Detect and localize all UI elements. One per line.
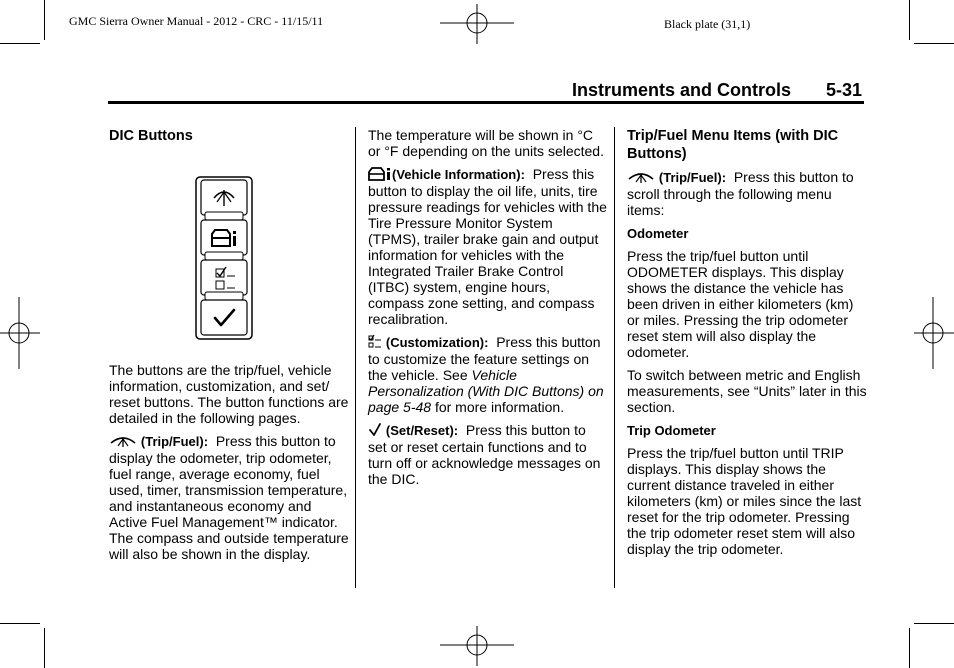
vehicle-info-text: Press this button to display the oil life, units, tire pressure readings for vehicles with the Tire Pressure Monitor System (TPMS), trailer brake gain and output information for vehicles with the Integrated Trailer Brake Control (ITBC) system, engine hours, compass zone setting, and compass recalibration.	[368, 166, 607, 327]
dic-buttons-heading: DIC Buttons	[109, 128, 193, 144]
set-reset-term: (Set/Reset):	[385, 423, 459, 438]
crop-mark	[44, 0, 45, 40]
units-text: To switch between metric and English measurements, see “Units” later in this section.	[627, 367, 867, 415]
crop-mark	[914, 623, 954, 624]
trip-fuel-menu-term: (Trip/Fuel):	[658, 170, 727, 185]
print-header-right: Black plate (31,1)	[664, 17, 751, 31]
vehicle-info-description	[368, 166, 608, 327]
odometer-heading: Odometer	[627, 226, 689, 241]
trip-fuel-button	[201, 180, 247, 220]
registration-mark-right	[914, 297, 954, 369]
odometer-text: Press the trip/fuel button until ODOMETER displays. This display shows the distance the vehicle has been driven in either kilometers (km) or miles. Pressing the trip odometer reset stem will also display the odometer.	[627, 248, 854, 360]
trip-fuel-menu-heading: Trip/Fuel Menu Items (with DIC Buttons)	[627, 128, 839, 162]
trip-odometer-text: Press the trip/fuel button until TRIP displays. This display shows the current distance traveled in either kilometers (km) or miles since the last reset for the trip odometer. Pressing the trip odometer reset stem will also display the trip odometer.	[627, 445, 862, 557]
crop-mark	[909, 0, 910, 40]
customization-button	[201, 260, 247, 300]
vehicle-info-icon	[368, 167, 392, 181]
crop-mark	[914, 43, 954, 44]
vehicle-info-term: (Vehicle Information):	[392, 167, 525, 182]
trip-fuel-menu-text: Press this button to scroll through the following menu items:	[627, 169, 854, 218]
temperature-note: The temperature will be shown in °C or °F depending on the units selected.	[368, 127, 604, 159]
crop-mark	[44, 628, 45, 668]
registration-mark-bottom	[440, 626, 514, 666]
trip-fuel-icon	[627, 170, 655, 184]
column-divider	[355, 127, 356, 588]
column-1	[109, 127, 345, 145]
trip-fuel-text: Press this button to display the odometer, trip odometer, fuel range, average economy, fuel used, timer, transmission temperature, and instantaneous economy and Active Fuel Management™ indicator. The compass and outside temperature will also be shown in the display.	[109, 433, 349, 562]
trip-fuel-icon	[109, 434, 137, 448]
dic-buttons-intro: The buttons are the trip/fuel, vehicle information, customization, and set/ reset buttons. The button functions are detailed in the following pages.	[109, 362, 349, 426]
column-2	[368, 127, 608, 487]
set-reset-text: Press this button to set or reset certain functions and to turn off or acknowledge messages on the DIC.	[368, 422, 601, 487]
set-reset-button	[201, 300, 247, 335]
registration-mark-left	[0, 297, 40, 369]
set-reset-description	[368, 422, 608, 487]
checkmark-icon	[368, 423, 382, 437]
dic-buttons-illustration	[195, 176, 253, 340]
vehicle-info-button	[201, 220, 247, 260]
trip-fuel-menu-description	[627, 169, 867, 218]
crop-mark	[909, 628, 910, 668]
page-number: 5-31	[826, 80, 863, 100]
trip-fuel-term: (Trip/Fuel):	[140, 434, 209, 449]
title-rule	[108, 101, 864, 104]
trip-fuel-description	[109, 433, 349, 562]
crop-mark	[0, 623, 40, 624]
customization-text: Press this button to customize the feature settings on the vehicle. See	[368, 334, 601, 383]
vehicle-personalization-reference[interactable]: Vehicle Personalization (With DIC Buttons) on page 5-48	[368, 367, 604, 415]
customization-icon	[368, 335, 382, 349]
print-header-left: GMC Sierra Owner Manual - 2012 - CRC - 11/15/11	[69, 14, 324, 28]
column-3	[627, 127, 867, 557]
column-divider	[614, 127, 615, 588]
crop-mark	[0, 43, 40, 44]
customization-text-end: for more information.	[434, 399, 565, 415]
customization-description	[368, 334, 608, 415]
column-1-body	[109, 362, 349, 562]
customization-term: (Customization):	[385, 335, 489, 350]
registration-mark-top	[440, 4, 514, 44]
section-title: Instruments and Controls	[572, 80, 792, 100]
trip-odometer-heading: Trip Odometer	[627, 423, 716, 438]
